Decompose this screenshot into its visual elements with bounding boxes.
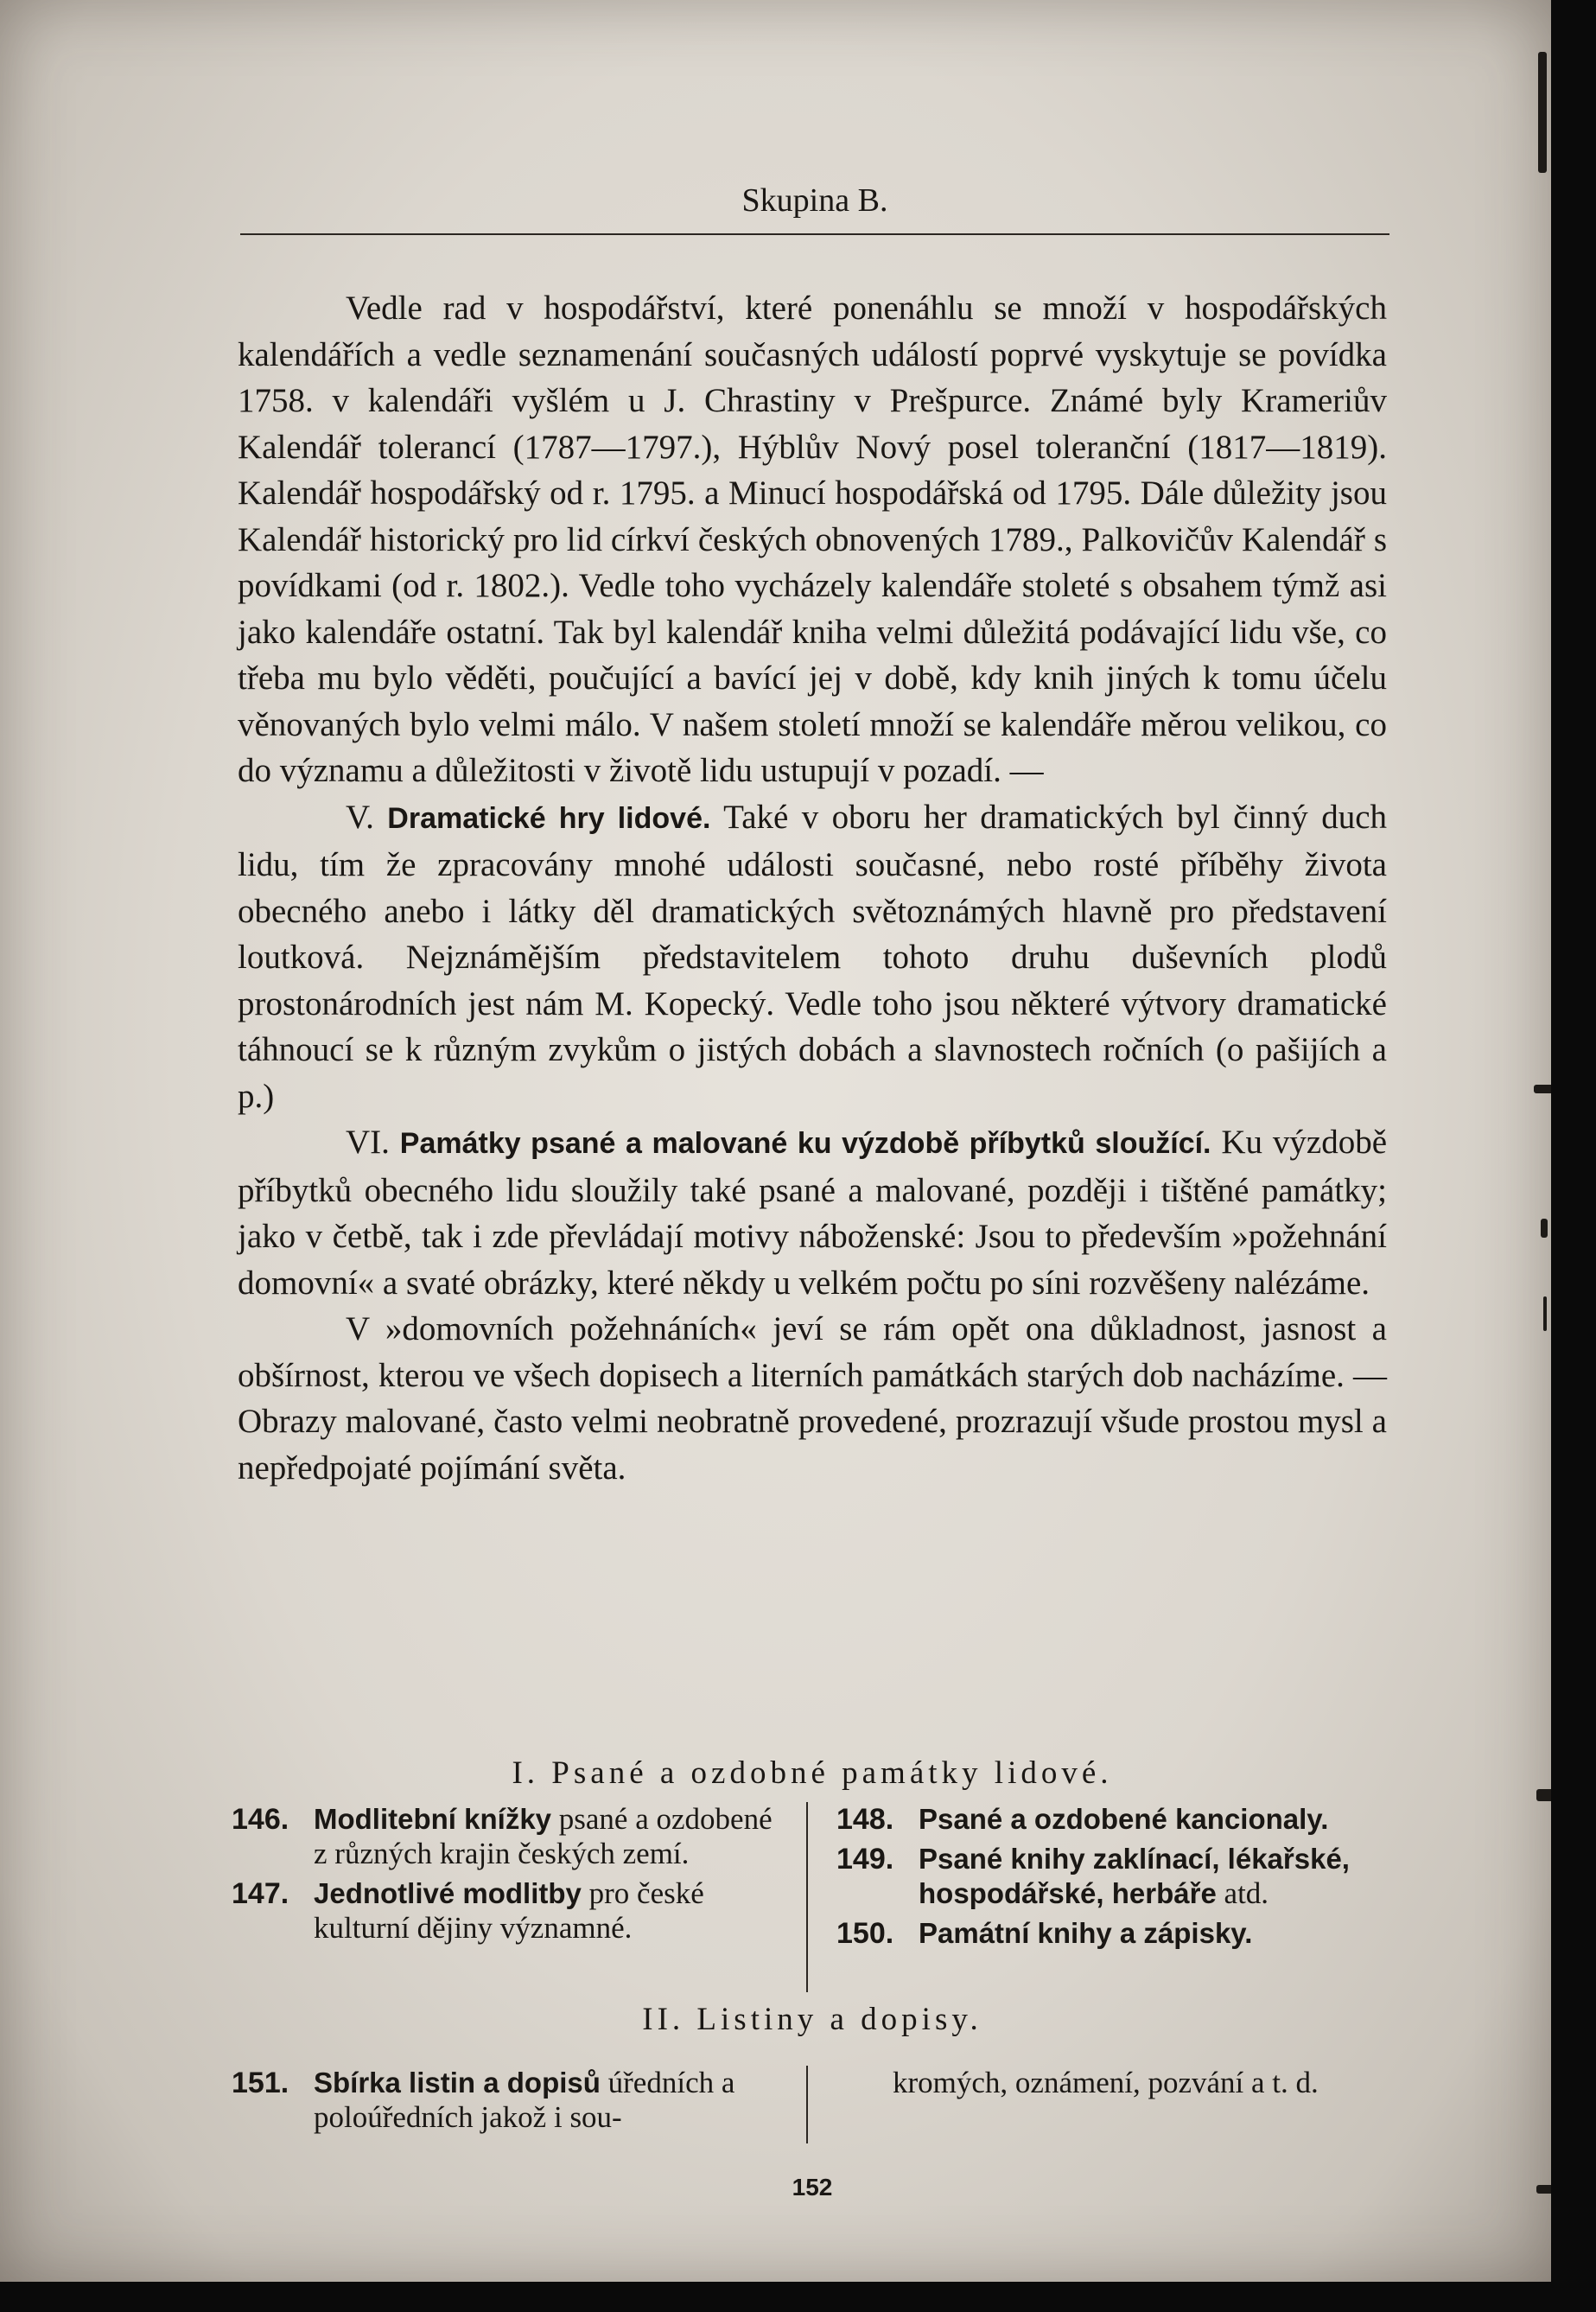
- list-item: [836, 1916, 1389, 1951]
- column-divider: [806, 1802, 808, 1992]
- item-number: 150.: [836, 1917, 894, 1950]
- item-title: Modlitební knížky: [314, 1803, 552, 1835]
- heading-decorations: Památky psané a malované ku výzdobě příbytků sloužící.: [399, 1127, 1211, 1160]
- paragraph-decorations: [238, 1119, 1387, 1306]
- section1-left-column: [232, 1802, 785, 1951]
- item-title: Jednotlivé modlitby: [314, 1877, 582, 1909]
- header-rule: [240, 233, 1389, 235]
- section1-right-column: [836, 1802, 1389, 1956]
- section2-list: [232, 2066, 1389, 2152]
- item-title: Sbírka listin a dopisů: [314, 2067, 601, 2099]
- section2-left-column: [232, 2066, 785, 2140]
- section-number-v: V.: [346, 798, 374, 836]
- list-item: [836, 1802, 1389, 1837]
- item-number: 146.: [232, 1803, 289, 1836]
- item-number: 147.: [232, 1877, 289, 1910]
- section-title-documents-letters: II. Listiny a dopisy.: [642, 2002, 982, 2037]
- item-number: 148.: [836, 1803, 894, 1836]
- list-item: [232, 1802, 785, 1871]
- section2-right-column: [893, 2066, 1385, 2100]
- paragraph-dramatic-plays-text: Také v oboru her dramatických byl činný duch lidu, tím že zpracovány mnohé události současné, nebo rosté příběhy života obecného anebo i látky děl dramatických světoznámých hlavně pro představení loutková. Nejznámějším představitelem tohoto druhu duševních plodů prostonárodních jest nám M. Kopecký. Vedle toho jsou některé výtvory dramatické táhnoucí se k různým zvykům o jistých dobách a slavnostech ročních (o pašijích a p.): [238, 798, 1388, 1115]
- list-item: [836, 1842, 1389, 1911]
- list-item: [232, 1876, 785, 1946]
- scan-artifact: [1543, 1296, 1547, 1331]
- list-item: [232, 2066, 785, 2135]
- paragraph-decorations-text: Ku výzdobě příbytků obecného lidu sloužily také psané a malované, později i tištěné památky; jako v četbě, tak i zde převládají motivy náboženské: Jsou to především »požehnání domovní« a svaté obrázky, které někdy u velkém počtu po síni rozvěšeny nalézáme.: [238, 1124, 1387, 1302]
- item-text: pro české kulturní dějiny významné.: [314, 1876, 704, 1945]
- section1-list: [232, 1802, 1389, 2001]
- scan-artifact: [1538, 52, 1547, 173]
- heading-dramatic-plays: Dramatické hry lidové.: [387, 801, 711, 835]
- item-text: úředních a poloúředních jakož i sou-: [314, 2066, 735, 2134]
- item-title: Památní knihy a zápisky.: [919, 1917, 1253, 1949]
- item-number: 151.: [232, 2067, 289, 2099]
- section-title-written-monuments: I. Psané a ozdobné památky lidové.: [512, 1755, 1113, 1791]
- paragraph-house-blessings: V »domovních požehnáních« jeví se rám opět ona důkladnost, jasnost a obšírnost, kterou ve všech dopisech a literních památkách starých dob nacházíme. — Obrazy malované, často velmi neobratně provedené, prozrazují všude prostou mysl a nepředpojaté pojímání světa.: [238, 1310, 1387, 1487]
- item-text: atd.: [1216, 1876, 1269, 1910]
- item-number: 149.: [836, 1843, 894, 1876]
- paragraph-dramatic-plays: [238, 794, 1387, 1120]
- page-number: 152: [792, 2174, 833, 2201]
- item-title: Psané knihy zaklínací, lékařské, hospodářské, herbáře: [919, 1843, 1350, 1909]
- page-header: Skupina B.: [741, 182, 888, 219]
- item-title: Psané a ozdobené kancionaly.: [919, 1803, 1329, 1835]
- item-text-continued: kromých, oznámení, pozvání a t. d.: [893, 2066, 1319, 2099]
- paragraph-calendars: Vedle rad v hospodářství, které ponenáhlu se množí v hospodářských kalendářích a vedle seznamenání současných událostí poprvé vyskytuje se povídka 1758. v kalendáři vyšlém u J. Chrastiny v Prešpurce. Známé byly Krameriův Kalendář tolerancí (1787—1797.), Hýblův Nový posel toleranční (1817—1819). Kalendář hospodářský od r. 1795. a Minucí hospodářská od 1795. Dále důležity jsou Kalendář historický pro lid církví českých obnovených 1789., Palkovičův Kalendář s povídkami (od r. 1802.). Vedle toho vycházely kalendáře stoleté s obsahem týmž asi jako kalendáře ostatní. Tak byl kalendář kniha velmi důležitá podávající lidu vše, co třeba mu bylo věděti, poučující a bavící jej v době, kdy knih jiných k tomu účelu věnovaných bylo velmi málo. V našem století množí se kalendáře měrou velikou, co do významu a důležitosti v životě lidu ustupují v pozadí. —: [238, 290, 1387, 789]
- column-divider: [806, 2066, 808, 2143]
- scan-artifact: [1541, 1219, 1548, 1238]
- scan-edge-bottom: [0, 2282, 1596, 2312]
- item-text: psané a ozdobené z různých krajin českých zemí.: [314, 1802, 773, 1870]
- body-text: [238, 285, 1387, 1491]
- scan-edge-right: [1551, 0, 1596, 2312]
- section-number-vi: VI.: [346, 1124, 390, 1161]
